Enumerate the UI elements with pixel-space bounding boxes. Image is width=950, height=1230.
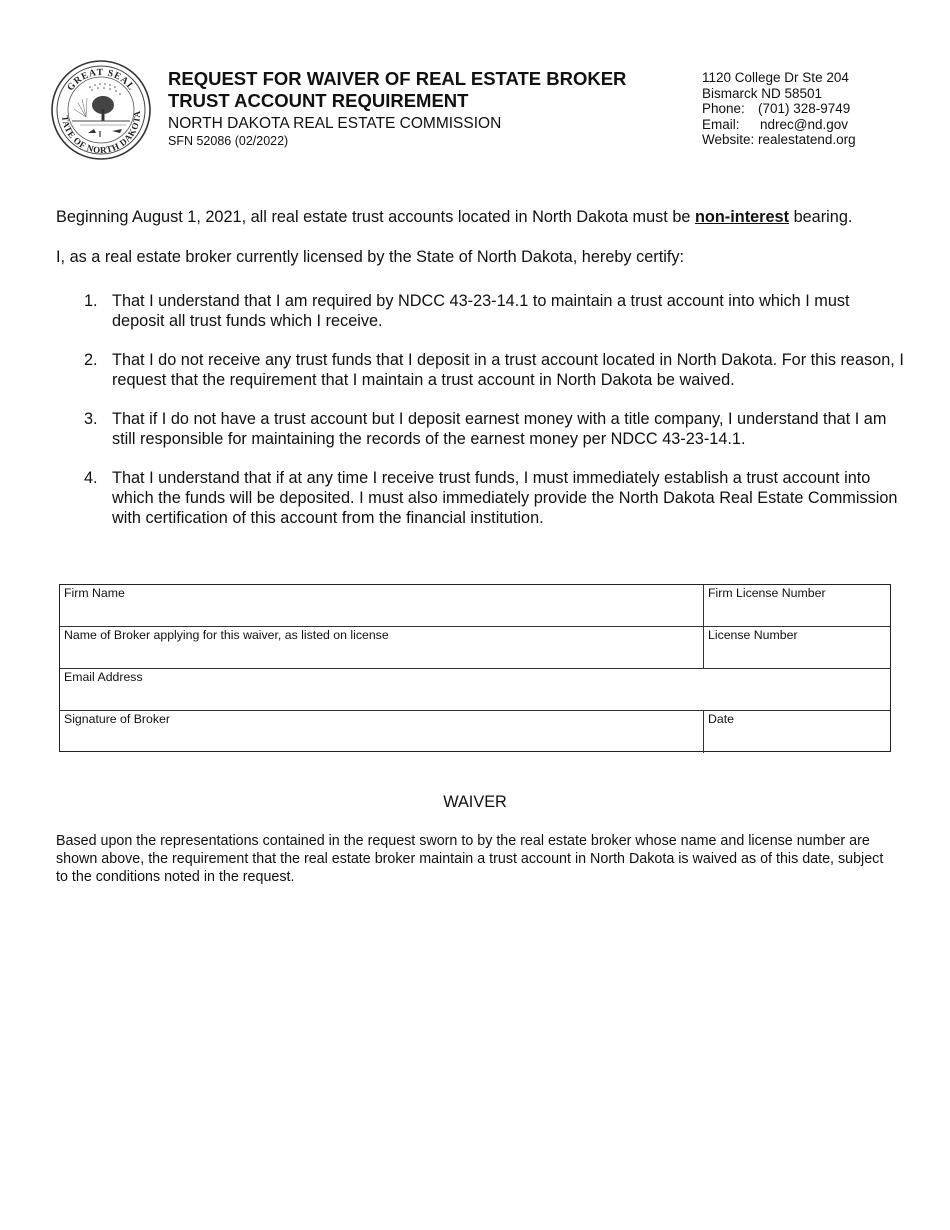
list-item-number: 3.	[84, 410, 98, 428]
waiver-text: Based upon the representations contained in the request sworn to by the real estate broker whose name and license number are shown above, the requirement that the real estate broker maintain a trust account in North Dakota is waived as of this date, subject to the conditions noted in the request.	[56, 833, 884, 885]
form-row-signature	[60, 711, 890, 753]
signature-label: Signature of Broker	[64, 712, 170, 726]
certification-list	[84, 291, 904, 547]
svg-text:GREAT SEAL: GREAT SEAL	[65, 67, 137, 93]
list-item	[84, 409, 904, 449]
form-number: SFN 52086 (02/2022)	[168, 134, 289, 148]
contact-block	[702, 70, 856, 148]
phone-label: Phone:	[702, 101, 745, 117]
list-item	[84, 468, 904, 528]
list-item-number: 4.	[84, 469, 98, 487]
list-item-text: That I understand that I am required by NDCC 43-23-14.1 to maintain a trust account into which I must deposit all trust funds which I receive.	[112, 292, 850, 330]
phone-line	[702, 101, 856, 117]
list-item-text: That I do not receive any trust funds that I deposit in a trust account located in North Dakota. For this reason, I request that the requirement that I maintain a trust account in North Dakota be waived.	[112, 351, 904, 389]
form-title-line-2: TRUST ACCOUNT REQUIREMENT	[168, 90, 469, 111]
firm-license-number-label: Firm License Number	[708, 586, 826, 600]
signature-field[interactable]	[60, 711, 703, 753]
list-item-text: That if I do not have a trust account but I deposit earnest money with a title company, I understand that I am still responsible for maintaining the records of the earnest money per NDCC 43-23-14.1.	[112, 410, 887, 448]
date-label: Date	[708, 712, 734, 726]
website-label: Website:	[702, 132, 755, 148]
email-label: Email:	[702, 116, 740, 132]
intro-emphasis: non-interest	[694, 208, 790, 226]
certify-statement: I, as a real estate broker currently licensed by the State of North Dakota, hereby certify:	[56, 248, 685, 266]
agency-name: NORTH DAKOTA REAL ESTATE COMMISSION	[168, 115, 502, 132]
seal-graphic	[50, 59, 152, 161]
license-number-field[interactable]	[703, 627, 890, 668]
email-address-label: Email Address	[64, 670, 143, 684]
list-item	[84, 350, 904, 390]
intro-statement	[56, 207, 852, 227]
svg-text:STATE OF NORTH DAKOTA: TATE OF NORTH DAKOTA	[59, 110, 143, 156]
website-line	[702, 132, 856, 148]
form-row-broker	[60, 627, 890, 669]
license-number-label: License Number	[708, 628, 798, 642]
broker-info-form	[59, 584, 891, 752]
list-item-number: 2.	[84, 351, 98, 369]
firm-name-field[interactable]	[60, 585, 703, 626]
email-address-field[interactable]	[60, 669, 890, 710]
form-row-firm	[60, 585, 890, 627]
phone-value: (701) 328-9749	[758, 101, 851, 117]
broker-name-label: Name of Broker applying for this waiver, as listed on license	[64, 628, 389, 642]
address-line-2: Bismarck ND 58501	[702, 85, 823, 101]
list-item	[84, 291, 904, 331]
intro-text-before: Beginning August 1, 2021, all real estate trust accounts located in North Dakota must be	[56, 208, 695, 226]
firm-license-number-field[interactable]	[703, 585, 890, 626]
email-link[interactable]: ndrec@nd.gov	[760, 116, 849, 132]
form-header	[168, 68, 626, 149]
waiver-heading: WAIVER	[443, 793, 507, 811]
list-item-text: That I understand that if at any time I receive trust funds, I must immediately establish a trust account into which the funds will be deposited. I must also immediately provide the North Dakota Real Estate Commission with certification of this account from the financial institution.	[112, 469, 898, 527]
broker-name-field[interactable]	[60, 627, 703, 668]
form-row-email	[60, 669, 890, 711]
great-seal-of-north-dakota-icon	[50, 59, 152, 161]
intro-text-after: bearing.	[789, 208, 853, 226]
website-link[interactable]: realestatend.org	[758, 132, 856, 148]
form-title-line-1: REQUEST FOR WAIVER OF REAL ESTATE BROKER	[168, 68, 627, 89]
firm-name-label: Firm Name	[64, 586, 125, 600]
address-line-1: 1120 College Dr Ste 204	[702, 70, 849, 85]
email-line	[702, 117, 856, 133]
list-item-number: 1.	[84, 292, 98, 310]
date-field[interactable]	[703, 711, 890, 753]
